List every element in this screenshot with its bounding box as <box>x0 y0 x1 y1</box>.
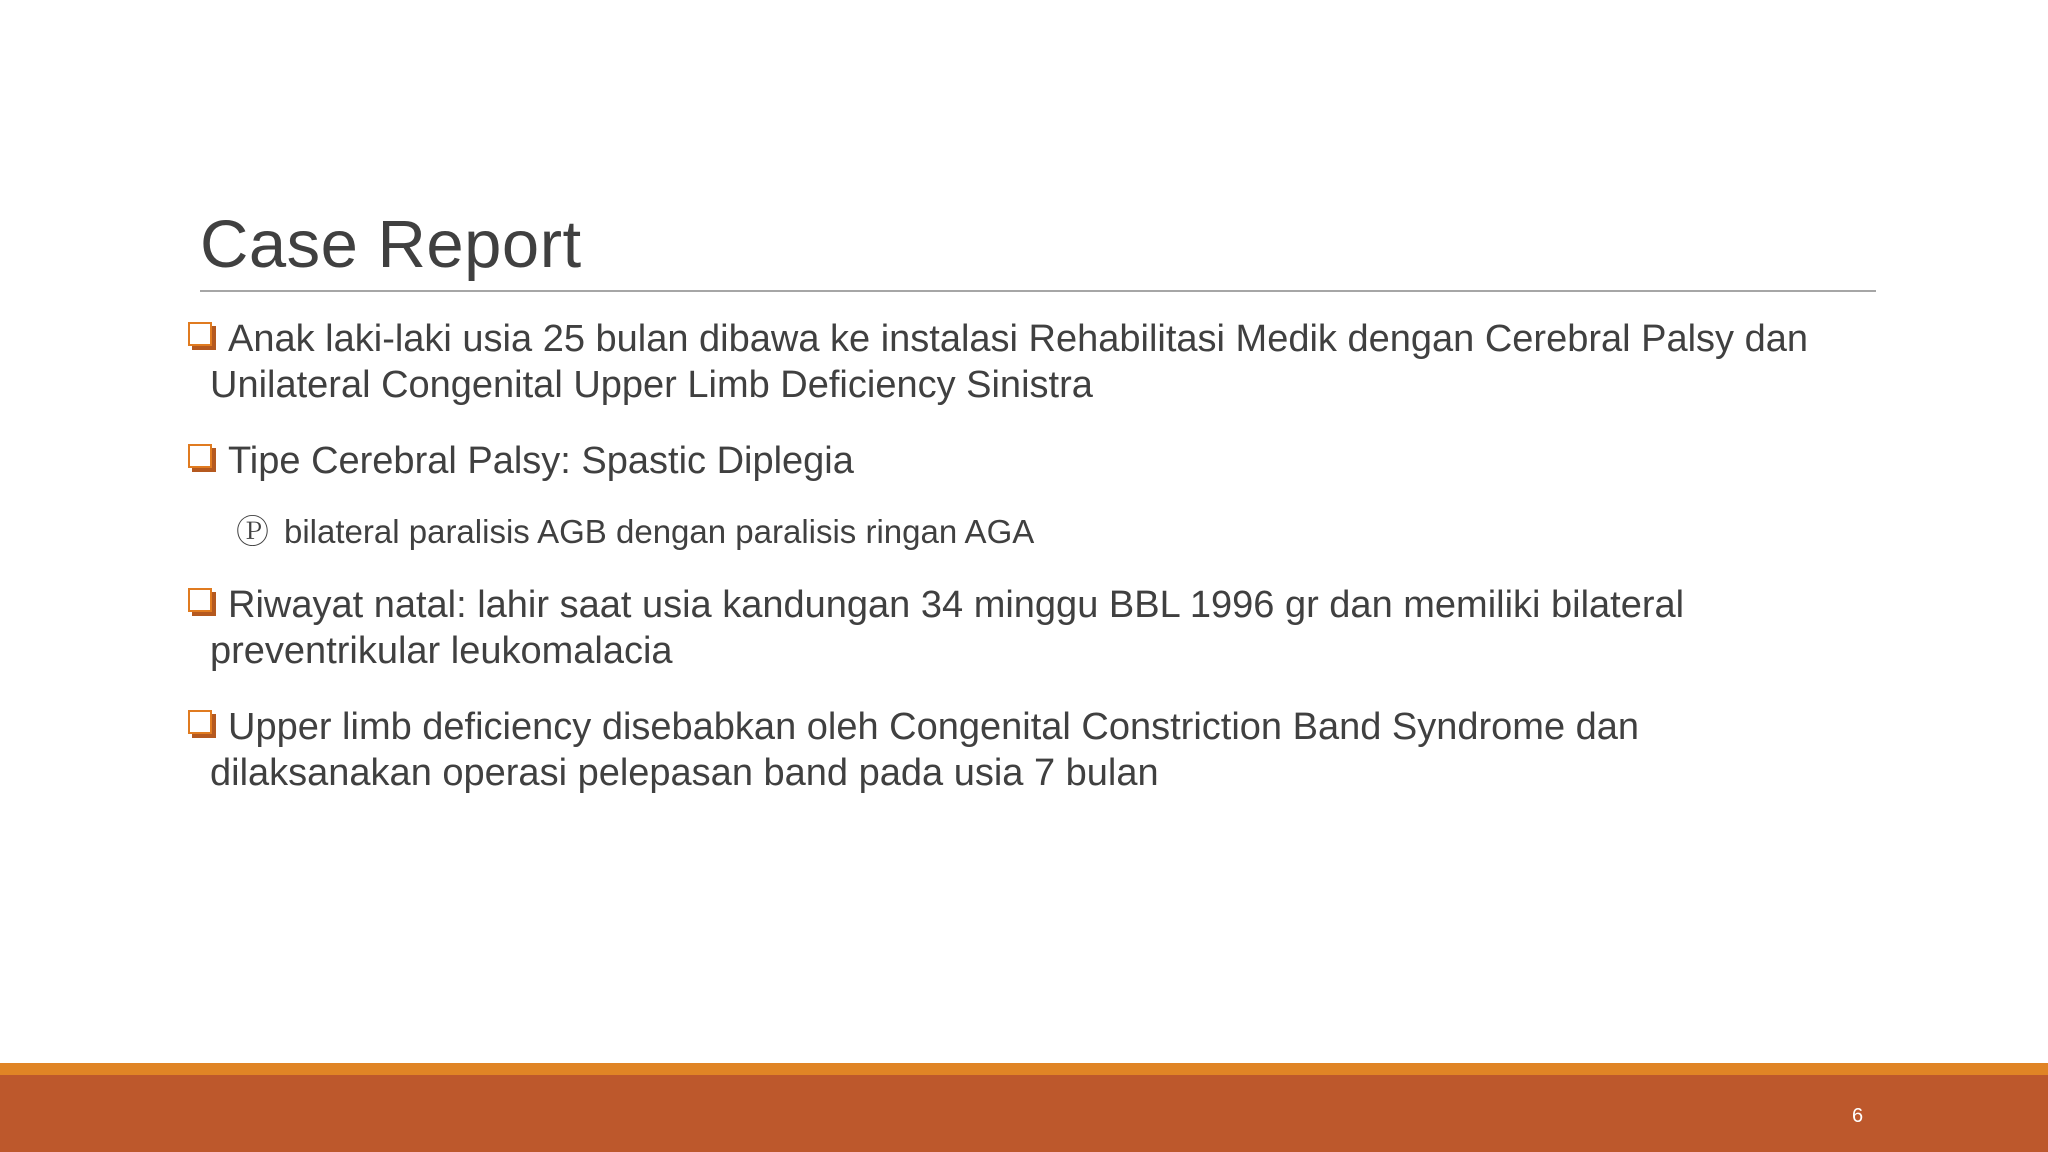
bullet-item <box>186 582 1886 674</box>
bullet-line: dilaksanakan operasi pelepasan band pada usia 7 bulan <box>210 752 1159 794</box>
title-divider <box>200 290 1876 292</box>
bullet-line: Anak laki-laki usia 25 bulan dibawa ke instalasi Rehabilitasi Medik dengan Cerebral Palsy dan <box>228 318 1809 360</box>
page-number: 6 <box>1852 1105 1864 1127</box>
checkbox-square-icon <box>188 710 212 734</box>
slide-content <box>186 316 1886 796</box>
bullet-item <box>186 316 1886 408</box>
bullet-line: Unilateral Congenital Upper Limb Deficiency Sinistra <box>210 364 1093 406</box>
sub-bullet-text: bilateral paralisis AGB dengan paralisis ringan AGA <box>284 513 1035 550</box>
checkbox-square-icon <box>188 588 212 612</box>
bullet-item <box>186 704 1886 796</box>
bullet-item <box>186 438 1886 484</box>
footer-bar <box>0 1075 2048 1152</box>
footer-accent-stripe <box>0 1063 2048 1075</box>
bullet-line: Upper limb deficiency disebabkan oleh Congenital Constriction Band Syndrome dan <box>228 706 1640 748</box>
checkbox-square-icon <box>188 322 212 346</box>
checkbox-square-icon <box>188 444 212 468</box>
slide-title: Case Report <box>200 207 582 282</box>
bullet-line: preventrikular leukomalacia <box>210 630 673 672</box>
bullet-line: Tipe Cerebral Palsy: Spastic Diplegia <box>228 440 854 482</box>
bullet-line: Riwayat natal: lahir saat usia kandungan 34 minggu BBL 1996 gr dan memiliki bilateral <box>228 584 1685 626</box>
circled-p-icon: Ⓟ <box>236 513 269 550</box>
sub-bullet-item <box>186 512 1886 552</box>
